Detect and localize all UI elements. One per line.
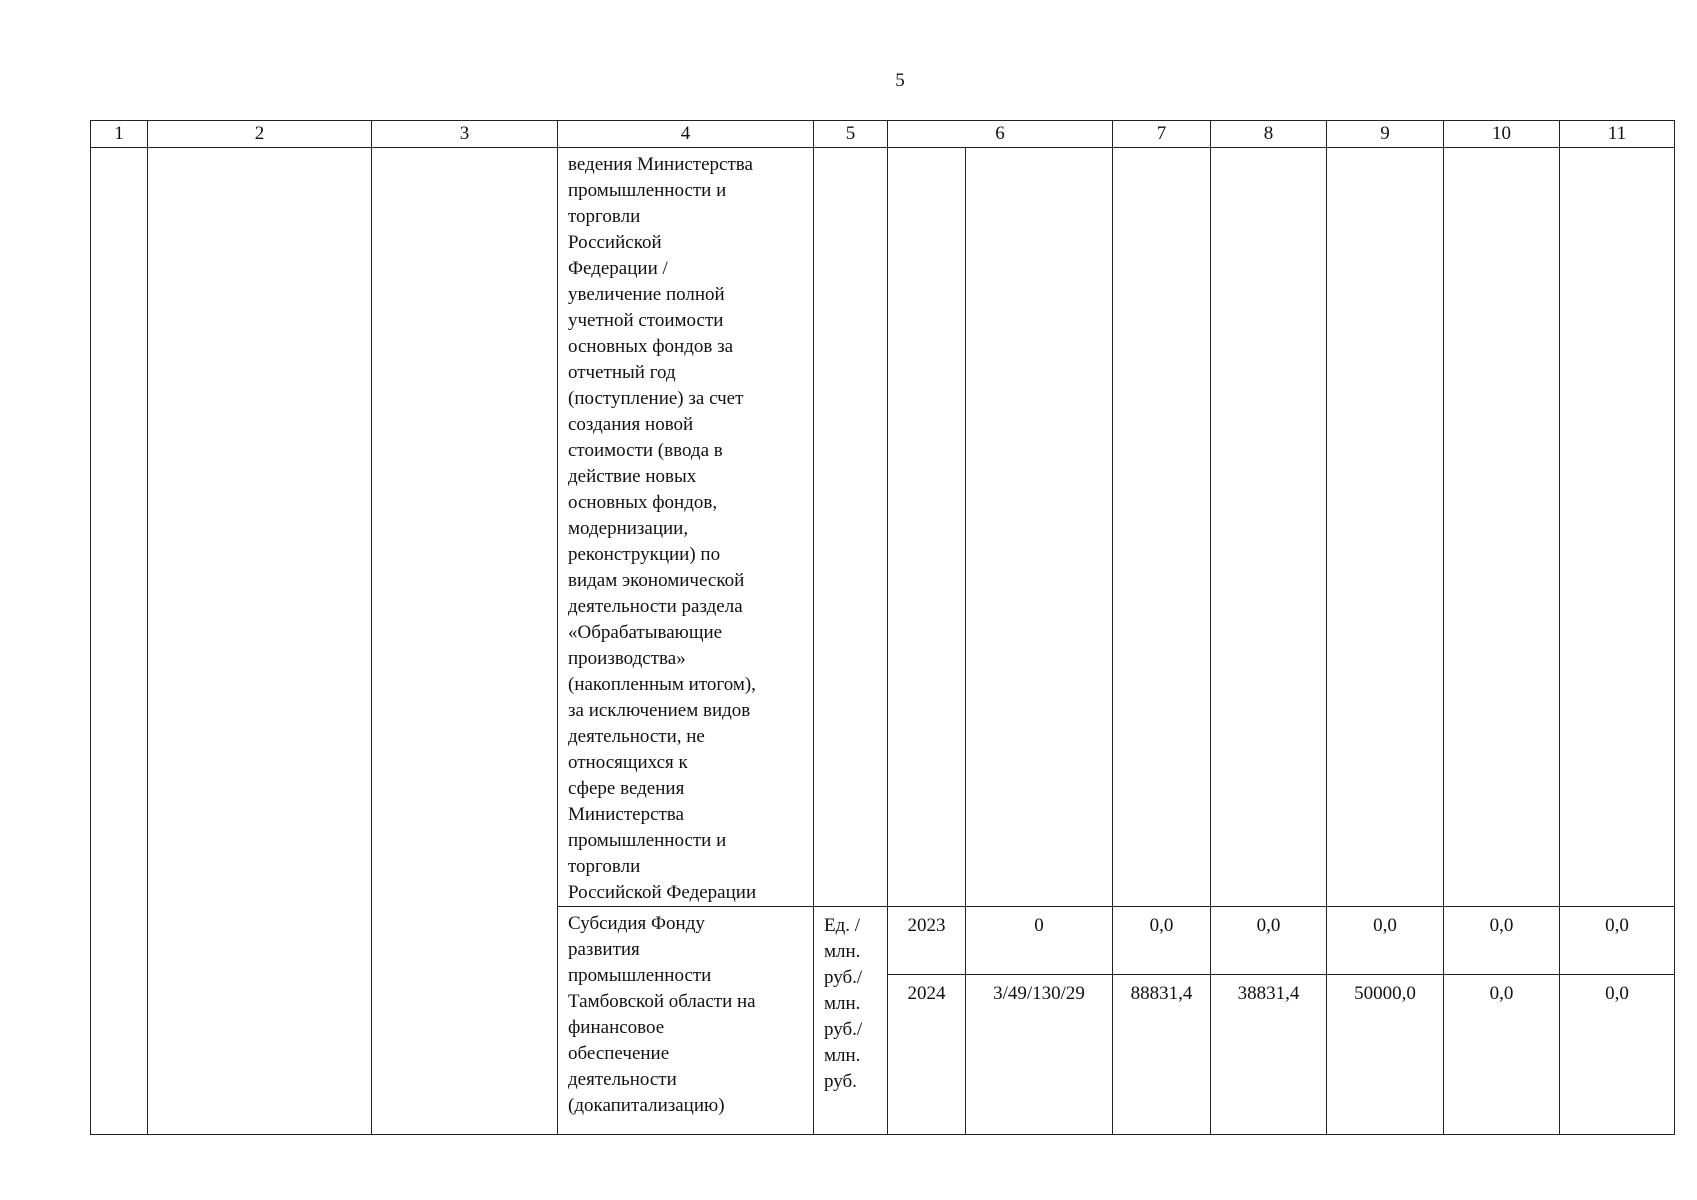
subsidy-unit: Ед. / млн. руб./ млн. руб./ млн. руб. bbox=[814, 907, 888, 1135]
value-cell-col7: 0,0 bbox=[1113, 907, 1211, 975]
column-header: 10 bbox=[1444, 121, 1560, 148]
column-header: 2 bbox=[148, 121, 372, 148]
value-cell-col6: 3/49/130/29 bbox=[966, 975, 1113, 1135]
continuation-row bbox=[91, 148, 1675, 907]
value-cell-col10: 0,0 bbox=[1444, 907, 1560, 975]
value-cell-col7: 88831,4 bbox=[1113, 975, 1211, 1135]
indicator-continuation bbox=[558, 148, 814, 907]
column-header: 3 bbox=[372, 121, 558, 148]
cell-col3 bbox=[372, 148, 558, 1135]
value-cell-col11: 0,0 bbox=[1560, 907, 1675, 975]
subsidy-description-text: Субсидия Фонду развития промышленности Тамбовской области на финансовое обеспечение деятельности (докапитализацию) bbox=[568, 913, 756, 1116]
cell-col10 bbox=[1444, 148, 1560, 907]
cell-col6-year bbox=[888, 148, 966, 907]
value-cell-col9: 50000,0 bbox=[1327, 975, 1444, 1135]
column-header: 8 bbox=[1211, 121, 1327, 148]
value-cell-col8: 38831,4 bbox=[1211, 975, 1327, 1135]
cell-col8 bbox=[1211, 148, 1327, 907]
cell-col5 bbox=[814, 148, 888, 907]
column-header: 7 bbox=[1113, 121, 1211, 148]
program-table bbox=[90, 120, 1675, 1135]
cell-col9 bbox=[1327, 148, 1444, 907]
cell-col11 bbox=[1560, 148, 1675, 907]
year-cell: 2023 bbox=[888, 907, 966, 975]
cell-col6-value bbox=[966, 148, 1113, 907]
page-number: 5 bbox=[895, 70, 905, 91]
value-cell-col11: 0,0 bbox=[1560, 975, 1675, 1135]
year-cell: 2024 bbox=[888, 975, 966, 1135]
cell-col1 bbox=[91, 148, 148, 1135]
column-number-row bbox=[91, 121, 1675, 148]
column-header: 11 bbox=[1560, 121, 1675, 148]
value-cell-col9: 0,0 bbox=[1327, 907, 1444, 975]
column-header: 4 bbox=[558, 121, 814, 148]
value-cell-col6: 0 bbox=[966, 907, 1113, 975]
subsidy-description bbox=[558, 907, 814, 1135]
value-cell-col8: 0,0 bbox=[1211, 907, 1327, 975]
value-cell-col10: 0,0 bbox=[1444, 975, 1560, 1135]
indicator-continuation-text: ведения Министерства промышленности и торговли Российской Федерации / увеличение полной учетной стоимости основных фондов за отчетный год (поступление) за счет создания новой стоимости (ввода в действие новых основных фондов, модернизации, реконструкции) по видам экономической деятельности раздела «Обрабатывающие производства» (накопленным итогом), за исключением видов деятельности, не относящихся к сфере ведения Министерства промышленности и торговли Российской Федерации bbox=[568, 154, 757, 903]
column-header: 5 bbox=[814, 121, 888, 148]
column-header: 9 bbox=[1327, 121, 1444, 148]
cell-col7 bbox=[1113, 148, 1211, 907]
column-header: 1 bbox=[91, 121, 148, 148]
cell-col2 bbox=[148, 148, 372, 1135]
column-header: 6 bbox=[888, 121, 1113, 148]
